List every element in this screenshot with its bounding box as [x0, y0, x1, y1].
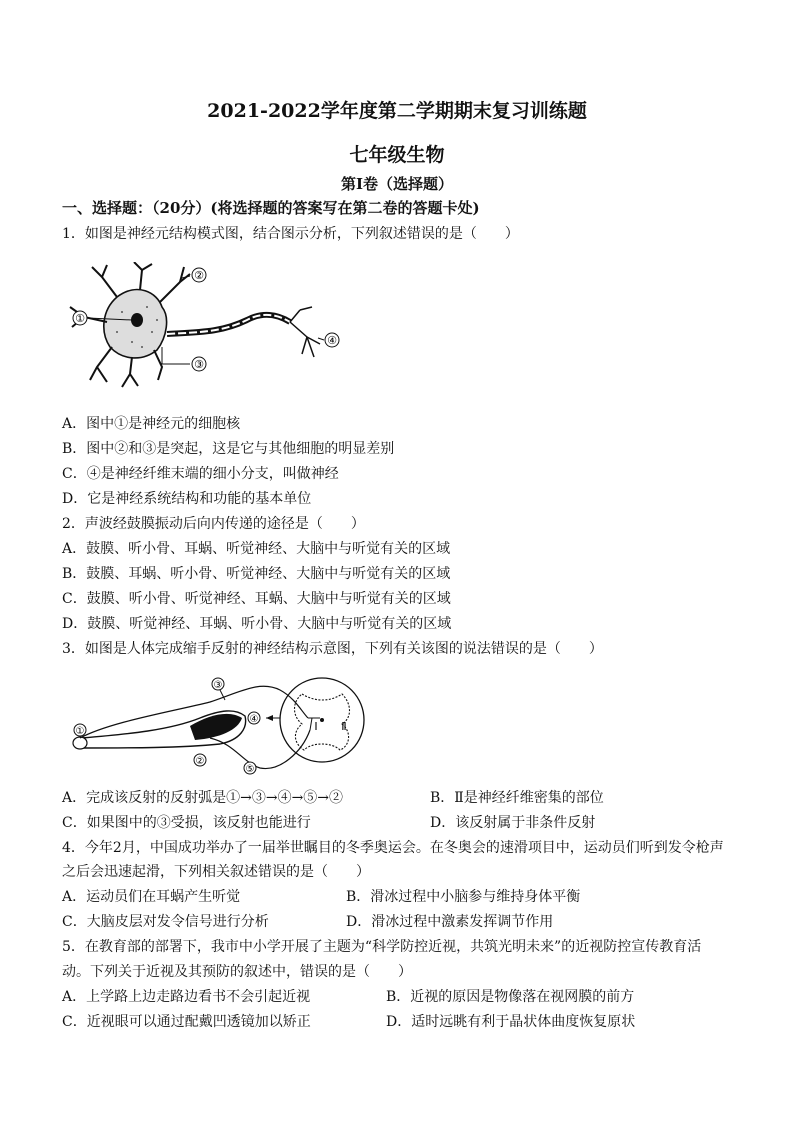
q4-option-a: A．运动员们在耳蜗产生听觉 — [62, 889, 241, 905]
q3-option-d: D．该反射属于非条件反射 — [430, 815, 596, 831]
reflex-label-5: ⑤ — [245, 764, 255, 775]
q2-option-a: A．鼓膜、听小骨、耳蜗、听觉神经、大脑中与听觉有关的区域 — [62, 541, 451, 557]
q2-option-b: B．鼓膜、耳蜗、听小骨、听觉神经、大脑中与听觉有关的区域 — [62, 566, 451, 582]
q2-option-d: D．鼓膜、听觉神经、耳蜗、听小骨、大脑中与听觉有关的区域 — [62, 616, 452, 632]
neuron-label-4: ④ — [327, 334, 337, 347]
question-1-stem: 1．如图是神经元结构模式图，结合图示分析，下列叙述错误的是（ ） — [62, 226, 519, 242]
q5-option-a: A．上学路上边走路边看书不会引起近视 — [62, 989, 311, 1005]
exam-title: 2021-2022学年度第二学期期末复习训练题 — [207, 100, 587, 122]
q4-option-d: D．滑冰过程中激素发挥调节作用 — [346, 914, 554, 930]
reflex-label-2: ② — [195, 756, 205, 767]
q1-option-c: C．④是神经纤维末端的细小分支，叫做神经 — [62, 466, 339, 482]
question-5-stem-line2: 动。下列关于近视及其预防的叙述中，错误的是（ ） — [62, 964, 412, 980]
question-4-stem-line1: 4．今年2月，中国成功举办了一届举世瞩目的冬季奥运会。在冬奥会的速滑项目中，运动员们听到发令枪声 — [62, 840, 724, 856]
volume-title: 第Ⅰ卷（选择题） — [340, 175, 454, 193]
reflex-label-1: ① — [75, 726, 85, 737]
q3-option-a: A．完成该反射的反射弧是①→③→④→⑤→② — [62, 790, 344, 806]
neuron-diagram — [62, 262, 352, 392]
reflex-label-3: ③ — [213, 680, 223, 691]
question-5-stem-line1: 5．在教育部的部署下，我市中小学开展了主题为“科学防控近视，共筑光明未来”的近视防控宣传教育活 — [62, 939, 702, 955]
q5-option-c: C．近视眼可以通过配戴凹透镜加以矫正 — [62, 1014, 311, 1030]
reflex-arc-diagram — [70, 672, 370, 780]
section-heading: 一、选择题：（20分）(将选择题的答案写在第二卷的答题卡处) — [62, 199, 480, 217]
question-4-stem-line2: 之后会迅速起滑，下列相关叙述错误的是（ ） — [62, 864, 370, 880]
neuron-label-2: ② — [194, 269, 204, 282]
q1-option-d: D．它是神经系统结构和功能的基本单位 — [62, 491, 312, 507]
q2-option-c: C．鼓膜、听小骨、听觉神经、耳蜗、大脑中与听觉有关的区域 — [62, 591, 451, 607]
q1-option-b: B．图中②和③是突起，这是它与其他细胞的明显差别 — [62, 441, 395, 457]
reflex-label-4: ④ — [249, 714, 259, 725]
reflex-label-II: Ⅱ — [341, 720, 347, 733]
q3-option-c: C．如果图中的③受损，该反射也能进行 — [62, 815, 311, 831]
reflex-label-I: Ⅰ — [314, 720, 318, 733]
q4-option-c: C．大脑皮层对发令信号进行分析 — [62, 914, 269, 930]
question-2-stem: 2．声波经鼓膜振动后向内传递的途径是（ ） — [62, 516, 365, 532]
q5-option-d: D．适时远眺有利于晶状体曲度恢复原状 — [386, 1014, 636, 1030]
q4-option-b: B．滑冰过程中小脑参与维持身体平衡 — [346, 889, 581, 905]
q3-option-b: B．Ⅱ是神经纤维密集的部位 — [430, 790, 604, 806]
q1-option-a: A．图中①是神经元的细胞核 — [62, 416, 241, 432]
neuron-label-1: ① — [75, 312, 85, 325]
neuron-label-3: ③ — [194, 358, 204, 371]
question-3-stem: 3．如图是人体完成缩手反射的神经结构示意图，下列有关该图的说法错误的是（ ） — [62, 641, 603, 657]
subject-title: 七年级生物 — [349, 144, 445, 166]
q5-option-b: B．近视的原因是物像落在视网膜的前方 — [386, 989, 635, 1005]
